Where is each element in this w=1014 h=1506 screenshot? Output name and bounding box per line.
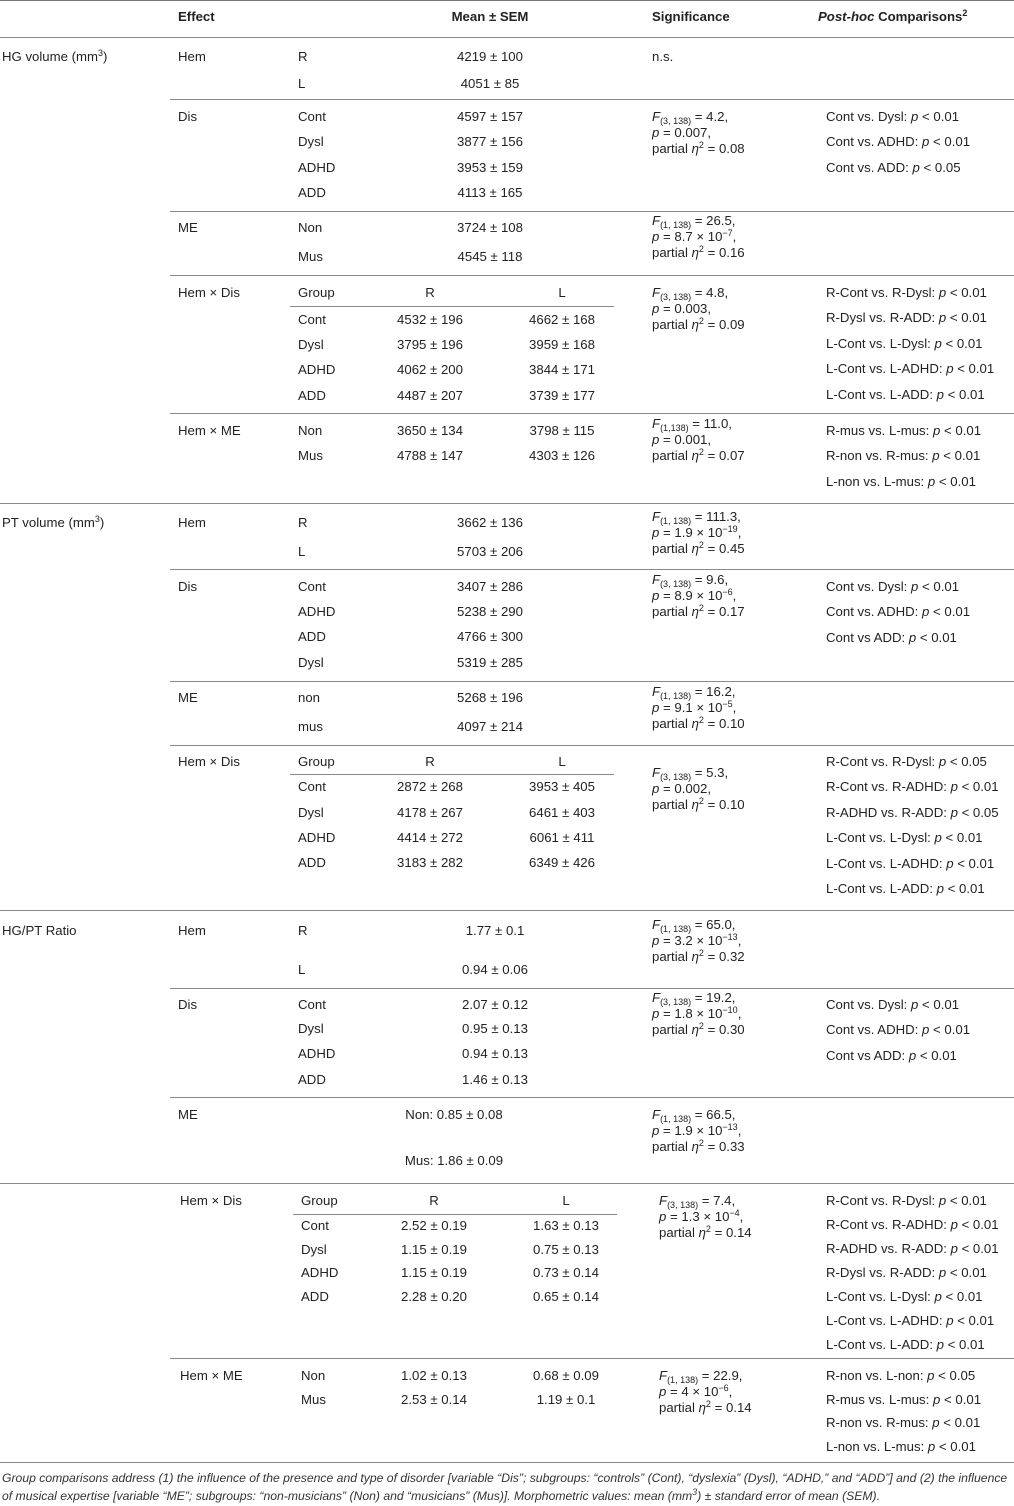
table-cell: ADD [298, 629, 326, 644]
table-cell: Non [298, 220, 323, 235]
table-cell: 4113 ± 165 [457, 185, 523, 200]
posthoc-item: L-Cont vs. L-ADHD: p < 0.01 [826, 855, 995, 871]
table-cell: Cont [298, 312, 326, 327]
significance-line: $F_{(3, 138)} = 19.2$, [652, 990, 736, 1007]
table-cell: Non: 0.85 ± 0.08 [405, 1107, 503, 1122]
posthoc-block [826, 1368, 981, 1462]
table-cell: 6461 ± 403 [529, 805, 595, 820]
table-cell: mus [298, 719, 323, 734]
table-cell: 2.07 ± 0.12 [462, 997, 528, 1012]
table-cell: 4219 ± 100 [457, 49, 523, 64]
table-cell: 1.15 ± 0.19 [401, 1265, 467, 1280]
table-cell: 1.77 ± 0.1 [465, 923, 525, 938]
posthoc-block [826, 109, 970, 185]
table-cell: 1.15 ± 0.19 [401, 1242, 467, 1257]
table-cell: Mus [298, 249, 323, 264]
table-cell: 3724 ± 108 [457, 220, 523, 235]
table-cell: ADHD [298, 604, 336, 619]
posthoc-item: L-Cont vs. L-Dysl: p < 0.01 [826, 830, 983, 846]
table-cell: R [429, 1193, 439, 1208]
table-cell: Dysl [298, 805, 324, 820]
table-cell: 4597 ± 157 [457, 109, 523, 124]
posthoc-item: R-mus vs. L-mus: p < 0.01 [826, 1391, 982, 1407]
header-posthoc [818, 9, 967, 25]
table-cell: 6061 ± 411 [529, 830, 595, 845]
table-cell: R [425, 285, 435, 300]
significance-line: p = 0.002, [652, 781, 712, 796]
posthoc-item: Cont vs. ADHD: p < 0.01 [826, 134, 971, 150]
table-cell: 4532 ± 196 [397, 312, 463, 327]
significance-line: $p = 1.8 \times 10^{-10}$, [652, 1005, 742, 1021]
posthoc-block [826, 285, 994, 412]
table-cell: 6349 ± 426 [529, 855, 595, 870]
table-cell: ADD [301, 1289, 329, 1304]
table-cell: 3795 ± 196 [397, 337, 463, 352]
posthoc-item: L-Cont vs. L-Dysl: p < 0.01 [826, 1289, 983, 1304]
posthoc-item: L-Cont vs. L-ADD: p < 0.01 [826, 880, 985, 896]
posthoc-block [826, 423, 981, 499]
posthoc-item: L-Cont vs. L-Dysl: p < 0.01 [826, 335, 983, 351]
significance-line: partial $\eta^2 = 0.45$ [652, 540, 745, 556]
table-cell: Cont [301, 1218, 329, 1233]
table-cell: 3953 ± 159 [457, 160, 523, 175]
table-cell: Group [298, 285, 335, 300]
table-footnote: Group comparisons address (1) the influence of the presence and type of disorder [variable “Dis”; subgroups: “controls” (Cont), “dyslexia” (Dysl), “ADHD,” and “ADD”] and (2) the influence of musical expertise [variable “ME”; subgroups: “non-musicians” (Non) and “musicians” (Mus)]. Morphometric values: mean $(mm^3)$ ± standard error of mean (SEM). [2, 1471, 1008, 1503]
table-cell: PT volume $(mm^3)$ [2, 514, 105, 530]
section-rule [0, 910, 1014, 911]
table-cell: Non [298, 423, 323, 438]
table-cell: Mus [298, 448, 323, 463]
posthoc-block [826, 997, 970, 1073]
table-cell: 4178 ± 267 [397, 805, 463, 820]
rule [170, 681, 1014, 682]
posthoc-item: R-ADHD vs. R-ADD: p < 0.05 [826, 804, 999, 820]
table-cell: Hem [178, 923, 206, 938]
table-cell: HG/PT Ratio [2, 923, 77, 938]
significance-line: $p = 8.7 \times 10^{-7}$, [652, 228, 737, 244]
significance-line: partial $\eta^2 = 0.08$ [652, 140, 745, 156]
table-cell: Cont [298, 579, 326, 594]
significance-line: $p = 9.1 \times 10^{-5}$, [652, 699, 737, 715]
table-cell: HG volume $(mm^3)$ [2, 48, 108, 64]
table-cell: 4766 ± 300 [457, 629, 523, 644]
significance-line: $F_{(3, 138)} = 4.8$, [652, 285, 729, 302]
table-cell: 1.19 ± 0.1 [536, 1392, 596, 1407]
table-cell: 4487 ± 207 [397, 388, 463, 403]
posthoc-item: Cont vs. ADD: p < 0.05 [826, 159, 961, 175]
significance-block [652, 765, 745, 813]
subtable-rule [293, 1214, 617, 1215]
table-cell: n.s. [652, 49, 674, 64]
significance-line: $F_{(3, 138)} = 7.4$, [659, 1193, 736, 1210]
posthoc-item: R-Cont vs. R-Dysl: p < 0.01 [826, 1193, 987, 1208]
table-cell: 3650 ± 134 [397, 423, 463, 438]
table-cell: 0.73 ± 0.14 [533, 1265, 599, 1280]
table-cell: Dis [178, 579, 198, 594]
table-cell: Dysl [298, 337, 324, 352]
significance-line: $F_{(1, 138)} = 16.2$, [652, 684, 736, 701]
rule [170, 1097, 1014, 1098]
posthoc-item: R-mus vs. L-mus: p < 0.01 [826, 423, 982, 438]
significance-block [652, 509, 745, 557]
header-mean: Mean ± SEM [451, 9, 529, 24]
significance-line: $F_{(1, 138)} = 26.5$, [652, 213, 736, 230]
significance-line: partial $\eta^2 = 0.07$ [652, 447, 745, 463]
significance-line: partial $\eta^2 = 0.10$ [652, 715, 745, 731]
table-cell: Hem [178, 515, 206, 530]
rule [170, 569, 1014, 570]
table-cell: 2.53 ± 0.14 [401, 1392, 467, 1407]
table-cell: L [298, 962, 306, 977]
table-cell: 3407 ± 286 [457, 579, 523, 594]
table-top-rule [0, 0, 1014, 1]
table-cell: Hem × Dis [180, 1193, 242, 1208]
table-cell: 1.46 ± 0.13 [462, 1072, 528, 1087]
table-cell: Dis [178, 997, 198, 1012]
significance-line: $F_{(1, 138)} = 22.9$, [659, 1368, 743, 1385]
table-cell: 4303 ± 126 [529, 448, 595, 463]
header-posthoc-italic: Post-hoc [818, 9, 875, 24]
table-cell: 3183 ± 282 [397, 855, 463, 870]
significance-line: $F_{(1, 138)} = 65.0$, [652, 917, 736, 934]
table-cell: Dis [178, 109, 198, 124]
significance-line: partial $\eta^2 = 0.10$ [652, 796, 745, 812]
table-cell: 3877 ± 156 [457, 134, 523, 149]
posthoc-item: Cont vs. Dysl: p < 0.01 [826, 997, 960, 1012]
significance-line: partial $\eta^2 = 0.33$ [652, 1138, 745, 1154]
table-cell: ADHD [298, 1046, 336, 1061]
table-cell: 0.95 ± 0.13 [462, 1021, 528, 1036]
posthoc-item: Cont vs. Dysl: p < 0.01 [826, 579, 960, 594]
posthoc-block [826, 754, 999, 906]
posthoc-item: R-Cont vs. R-ADHD: p < 0.01 [826, 779, 999, 795]
table-cell: 4097 ± 214 [457, 719, 523, 734]
table-cell: 3959 ± 168 [529, 337, 595, 352]
significance-line: partial $\eta^2 = 0.17$ [652, 603, 745, 619]
table-cell: 5268 ± 196 [457, 690, 523, 705]
table-cell: 2.28 ± 0.20 [401, 1289, 467, 1304]
table-cell: 4788 ± 147 [397, 448, 463, 463]
posthoc-item: L-non vs. L-mus: p < 0.01 [826, 473, 976, 489]
table-cell: 4545 ± 118 [457, 249, 523, 264]
table-cell: R [298, 923, 308, 938]
posthoc-item: L-Cont vs. L-ADD: p < 0.01 [826, 386, 985, 402]
table-cell: L [562, 1193, 570, 1208]
table-cell: Hem × ME [178, 423, 241, 438]
table-cell: R [298, 49, 308, 64]
table-cell: Non [301, 1368, 326, 1383]
table-cell: Group [301, 1193, 338, 1208]
table-cell: Cont [298, 997, 326, 1012]
table-cell: 4051 ± 85 [460, 76, 520, 91]
significance-line: $p = 1.9 \times 10^{-13}$, [652, 1122, 742, 1138]
table-cell: ME [178, 1107, 198, 1122]
table-cell: Hem × Dis [178, 285, 240, 300]
significance-line: partial $\eta^2 = 0.14$ [659, 1399, 752, 1415]
posthoc-item: R-ADHD vs. R-ADD: p < 0.01 [826, 1241, 999, 1256]
significance-block [652, 1107, 745, 1155]
table-cell: Dysl [298, 134, 324, 149]
significance-line: $F_{(1, 138)} = 66.5$, [652, 1107, 736, 1124]
table-cell: R [298, 515, 308, 530]
table-cell: 4062 ± 200 [397, 362, 463, 377]
table-cell: ADHD [298, 830, 336, 845]
table-cell: R [425, 754, 435, 769]
header-posthoc-sup: 2 [962, 8, 968, 18]
significance-block [652, 990, 745, 1038]
significance-line: $F_{(3, 138)} = 9.6$, [652, 572, 729, 589]
significance-block [652, 109, 745, 157]
header-significance: Significance [652, 9, 730, 24]
section-rule [0, 1183, 1014, 1184]
significance-line: partial $\eta^2 = 0.32$ [652, 948, 745, 964]
significance-block [659, 1368, 752, 1416]
significance-block [652, 684, 745, 732]
table-cell: 4414 ± 272 [397, 830, 463, 845]
table-cell: 0.65 ± 0.14 [533, 1289, 599, 1304]
posthoc-item: Cont vs. ADHD: p < 0.01 [826, 604, 971, 620]
table-cell: Dysl [298, 655, 324, 670]
table-cell: 2.52 ± 0.19 [401, 1218, 467, 1233]
table-cell: Cont [298, 779, 326, 794]
posthoc-item: R-non vs. L-non: p < 0.05 [826, 1368, 976, 1383]
table-cell: 3662 ± 136 [457, 515, 523, 530]
table-cell: 3798 ± 115 [529, 423, 595, 438]
table-cell: ADD [298, 1072, 326, 1087]
significance-block [659, 1193, 752, 1241]
significance-block [652, 572, 745, 620]
rule [170, 99, 1014, 100]
table-cell: L [558, 285, 566, 300]
table-cell: Dysl [301, 1242, 327, 1257]
significance-line: p = 0.007, [652, 125, 712, 140]
posthoc-block [826, 1193, 999, 1361]
posthoc-item: Cont vs. ADHD: p < 0.01 [826, 1022, 971, 1038]
rule [170, 211, 1014, 212]
header-effect: Effect [178, 9, 215, 24]
table-cell: ADHD [301, 1265, 339, 1280]
significance-line: $F_{(1,138)} = 11.0$, [652, 416, 732, 433]
significance-line: $p = 3.2 \times 10^{-13}$, [652, 932, 742, 948]
significance-line: p = 0.003, [652, 301, 712, 316]
table-bottom-rule [0, 1462, 1014, 1463]
significance-line: partial $\eta^2 = 0.30$ [652, 1021, 745, 1037]
table-cell: Cont [298, 109, 326, 124]
significance-line: $F_{(3, 138)} = 4.2$, [652, 109, 729, 126]
table-cell: non [298, 690, 321, 705]
table-cell: 0.75 ± 0.13 [533, 1242, 599, 1257]
significance-line: partial $\eta^2 = 0.09$ [652, 316, 745, 332]
posthoc-item: R-Cont vs. R-ADHD: p < 0.01 [826, 1217, 999, 1232]
subtable-rule [290, 306, 614, 307]
rule [170, 988, 1014, 989]
significance-line: partial $\eta^2 = 0.16$ [652, 244, 745, 260]
significance-line: $F_{(1, 138)} = 111.3$, [652, 509, 741, 526]
table-cell: 3844 ± 171 [529, 362, 595, 377]
table-cell: ADHD [298, 362, 336, 377]
significance-line: $p = 1.9 \times 10^{-19}$, [652, 524, 742, 540]
table-cell: 3953 ± 405 [529, 779, 595, 794]
posthoc-item: Cont vs ADD: p < 0.01 [826, 1047, 957, 1063]
posthoc-item: L-non vs. L-mus: p < 0.01 [826, 1438, 976, 1454]
table-cell: Hem × ME [180, 1368, 243, 1383]
significance-block [652, 917, 745, 965]
posthoc-item: R-Dysl vs. R-ADD: p < 0.01 [826, 1265, 987, 1280]
table-cell: 5319 ± 285 [457, 655, 523, 670]
posthoc-item: L-Cont vs. L-ADD: p < 0.01 [826, 1337, 985, 1352]
posthoc-item: R-Cont vs. R-Dysl: p < 0.05 [826, 754, 987, 769]
posthoc-item: R-non vs. R-mus: p < 0.01 [826, 1415, 981, 1430]
table-cell: Mus [301, 1392, 326, 1407]
table-cell: 1.02 ± 0.13 [401, 1368, 467, 1383]
significance-line: $p = 8.9 \times 10^{-6}$, [652, 587, 737, 603]
table-cell: 4662 ± 168 [529, 312, 595, 327]
table-cell: L [298, 76, 306, 91]
significance-line: $F_{(3, 138)} = 5.3$, [652, 765, 729, 782]
table-cell: Dysl [298, 1021, 324, 1036]
table-cell: Hem × Dis [178, 754, 240, 769]
header-rule [0, 37, 1014, 38]
table-cell: ME [178, 690, 198, 705]
table-cell: 0.68 ± 0.09 [533, 1368, 599, 1383]
significance-line: partial $\eta^2 = 0.14$ [659, 1224, 752, 1240]
posthoc-item: R-Cont vs. R-Dysl: p < 0.01 [826, 285, 987, 300]
significance-block [652, 213, 745, 261]
significance-line: $p = 4 \times 10^{-6}$, [659, 1383, 733, 1399]
table-cell: 2872 ± 268 [397, 779, 463, 794]
posthoc-block [826, 579, 970, 655]
significance-block [652, 285, 745, 333]
table-cell: L [558, 754, 566, 769]
table-cell: ADD [298, 185, 326, 200]
rule [170, 745, 1014, 746]
subtable-rule [290, 774, 614, 775]
table-cell: L [298, 544, 306, 559]
table-cell: 3739 ± 177 [529, 388, 595, 403]
table-cell: 5238 ± 290 [457, 604, 523, 619]
posthoc-item: L-Cont vs. L-ADHD: p < 0.01 [826, 361, 995, 377]
table-cell: 5703 ± 206 [457, 544, 523, 559]
posthoc-item: R-non vs. R-mus: p < 0.01 [826, 448, 981, 464]
table-cell: ME [178, 220, 198, 235]
table-cell: ADD [298, 855, 326, 870]
table-cell: ADHD [298, 160, 336, 175]
significance-block [652, 416, 745, 464]
rule [170, 275, 1014, 276]
significance-line: $p = 1.3 \times 10^{-4}$, [659, 1208, 744, 1224]
rule [170, 413, 1014, 414]
posthoc-item: L-Cont vs. L-ADHD: p < 0.01 [826, 1313, 995, 1328]
table-cell: Hem [178, 49, 206, 64]
table-cell: 0.94 ± 0.13 [462, 1046, 528, 1061]
table-cell: 1.63 ± 0.13 [533, 1218, 599, 1233]
section-rule [0, 503, 1014, 504]
table-cell: Group [298, 754, 335, 769]
posthoc-item: R-Dysl vs. R-ADD: p < 0.01 [826, 310, 987, 326]
posthoc-item: Cont vs. Dysl: p < 0.01 [826, 109, 960, 124]
significance-line: p = 0.001, [652, 432, 712, 447]
table-cell: 0.94 ± 0.06 [462, 962, 528, 977]
header-posthoc-rest: Comparisons [874, 9, 963, 24]
table-cell: ADD [298, 388, 326, 403]
table-cell: Mus: 1.86 ± 0.09 [404, 1153, 504, 1168]
posthoc-item: Cont vs ADD: p < 0.01 [826, 629, 957, 645]
